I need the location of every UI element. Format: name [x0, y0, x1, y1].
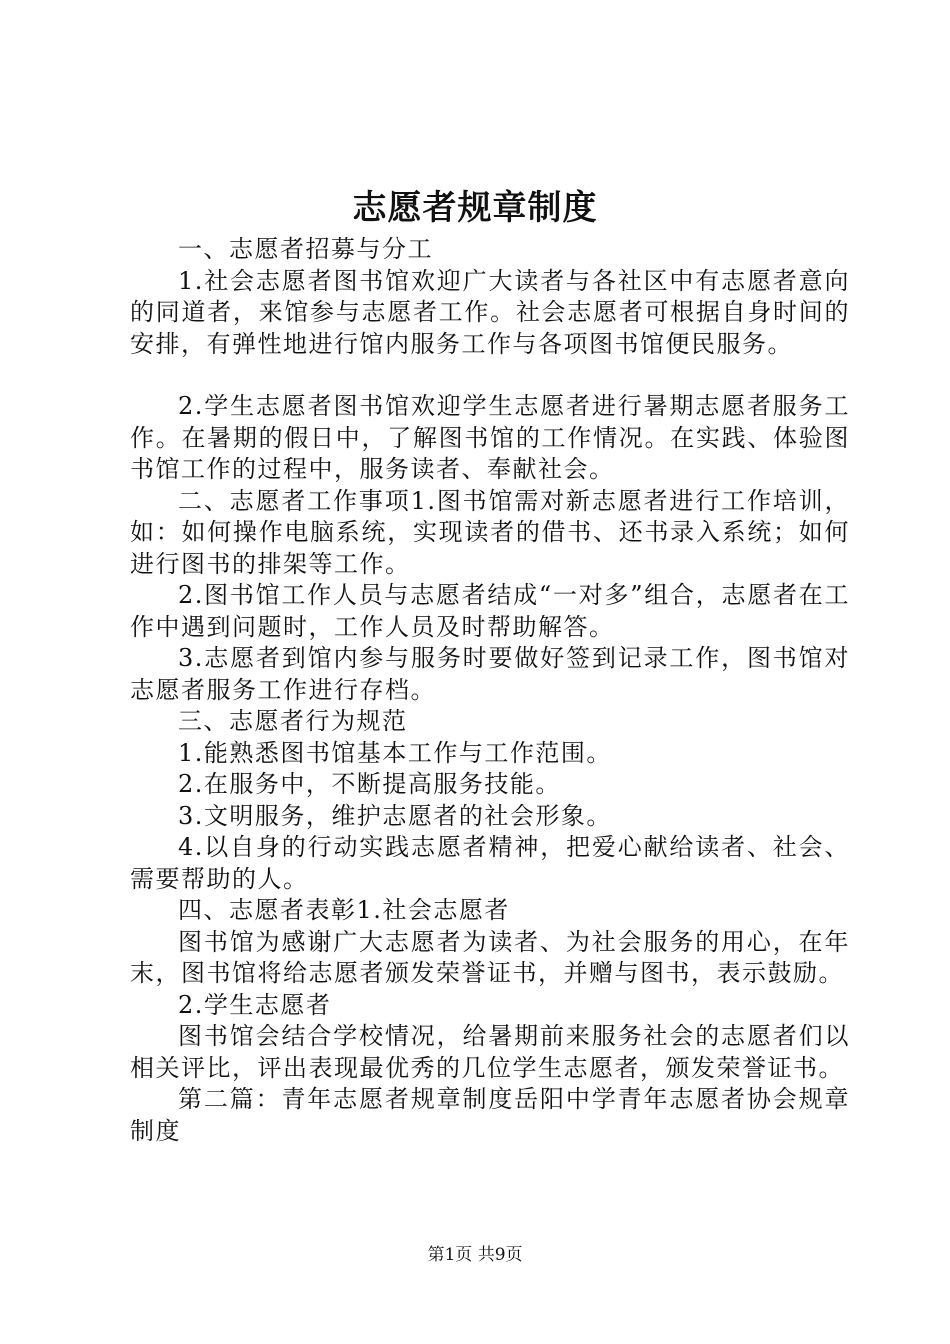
section-heading: 三、志愿者行为规范 [178, 707, 408, 735]
paragraph: 2.图书馆工作人员与志愿者结成“一对多”组合，志愿者在工作中遇到问题时，工作人员及时帮助解答。 [130, 581, 850, 641]
paragraph: 1.社会志愿者图书馆欢迎广大读者与各社区中有志愿者意向的同道者，来馆参与志愿者工作。社会志愿者可根据自身时间的安排，有弹性地进行馆内服务工作与各项图书馆便民服务。 [130, 266, 850, 358]
paragraph: 3.志愿者到馆内参与服务时要做好签到记录工作，图书馆对志愿者服务工作进行存档。 [130, 644, 850, 704]
section-heading: 一、志愿者招募与分工 [178, 235, 433, 263]
paragraph-gap [130, 360, 850, 391]
document-body [130, 234, 850, 1147]
list-item: 1.能熟悉图书馆基本工作与工作范围。 [178, 738, 612, 767]
paragraph: 第二篇：青年志愿者规章制度岳阳中学青年志愿者协会规章制度 [130, 1085, 850, 1145]
page-number: 第1页 共9页 [427, 1245, 523, 1265]
section-heading: 四、志愿者表彰1.社会志愿者 [178, 896, 510, 924]
list-item: 2.在服务中，不断提高服务技能。 [178, 770, 561, 798]
paragraph: 图书馆为感谢广大志愿者为读者、为社会服务的用心，在年末，图书馆将给志愿者颁发荣誉证书，并赠与图书，表示鼓励。 [130, 927, 850, 987]
list-item: 4.以自身的行动实践志愿者精神，把爱心献给读者、社会、需要帮助的人。 [130, 833, 850, 893]
subheading: 2.学生志愿者 [178, 990, 332, 1019]
document-title: 志愿者规章制度 [352, 188, 598, 228]
list-item: 3.文明服务，维护志愿者的社会形象。 [178, 801, 612, 830]
paragraph: 二、志愿者工作事项1.图书馆需对新志愿者进行工作培训，如：如何操作电脑系统，实现读者的借书、还书录入系统；如何进行图书的排架等工作。 [130, 486, 850, 578]
paragraph: 2.学生志愿者图书馆欢迎学生志愿者进行暑期志愿者服务工作。在暑期的假日中，了解图书馆的工作情况。在实践、体验图书馆工作的过程中，服务读者、奉献社会。 [130, 392, 850, 483]
paragraph: 图书馆会结合学校情况，给暑期前来服务社会的志愿者们以相关评比，评出表现最优秀的几位学生志愿者，颁发荣誉证书。 [130, 1022, 850, 1082]
